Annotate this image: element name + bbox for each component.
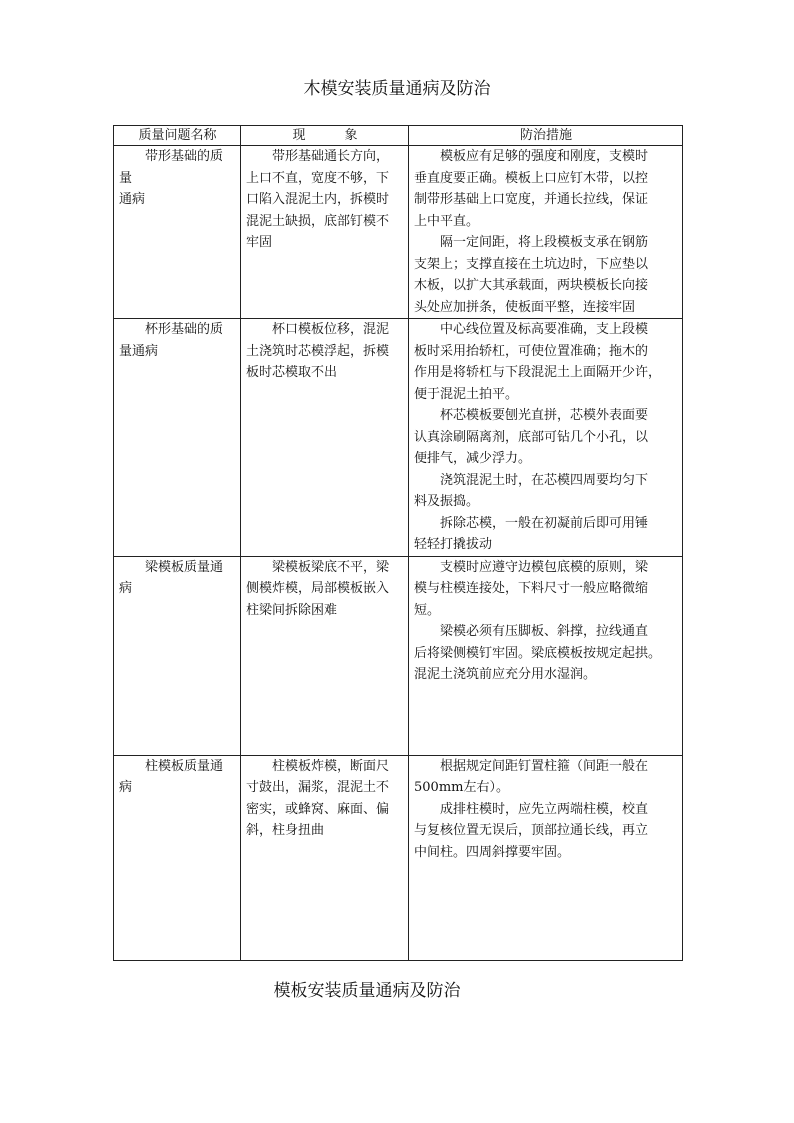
- text-line: 杯芯模板要刨光直拼，芯模外表面要: [440, 408, 649, 423]
- section-title: 模板安装质量通病及防治: [273, 981, 461, 1001]
- text-line: 梁模必须有压脚板、斜撑，拉线通直: [440, 624, 649, 639]
- text-line: 拆除芯模，一般在初凝前后即可用锤: [440, 515, 649, 531]
- text-line: 通病: [119, 192, 146, 207]
- table-row: [114, 755, 683, 960]
- cell-measures: [409, 556, 683, 755]
- text-line: 梁模板质量通: [145, 559, 224, 575]
- text-line: 寸鼓出，漏浆，混泥土不: [246, 780, 390, 795]
- text-line: 垂直度要正确。模板上口应钉木带，以控: [414, 170, 649, 186]
- text-line: 牢固: [246, 235, 273, 250]
- text-line: 密实，或蜂窝、麻面、偏: [246, 801, 390, 817]
- text-line: 柱模板炸模，断面尺: [272, 758, 390, 774]
- text-line: 中间柱。四周斜撑要牢固。: [414, 844, 571, 860]
- text-line: 上口不直，宽度不够，下: [246, 170, 390, 186]
- text-line: 梁模板梁底不平，梁: [272, 559, 390, 575]
- text-line: 头处应加拼条，使板面平整，连接牢固: [414, 299, 636, 315]
- text-line: 病: [119, 780, 133, 795]
- table-row: [114, 146, 683, 319]
- text-line: 量通病: [119, 343, 159, 359]
- header-phenomenon: 现 象: [241, 126, 409, 146]
- text-line: 土浇筑时芯模浮起，拆模: [246, 343, 390, 359]
- table-row: [114, 556, 683, 755]
- text-line: 柱梁间拆除困难: [246, 602, 338, 618]
- text-line: 浇筑混泥土时，在芯模四周要均匀下: [440, 472, 649, 488]
- text-line: 口陷入混泥土内，拆模时: [246, 192, 390, 207]
- text-line: 根据规定间距钉置柱箍（间距一般在: [440, 758, 649, 774]
- cell-name: [114, 755, 241, 960]
- cell-phenomenon: [241, 319, 409, 557]
- text-line: 混泥土缺损，底部钉模不: [246, 213, 390, 229]
- text-line: 模与柱模连接处，下料尺寸一般应略微缩: [414, 581, 649, 596]
- text-line: 杯形基础的质: [145, 322, 224, 337]
- text-line: 混泥土浇筑前应充分用水湿润。: [414, 667, 597, 682]
- text-line: 上中平直。: [414, 213, 480, 229]
- text-line: 板时芯模取不出: [246, 365, 338, 380]
- text-line: 模板应有足够的强度和刚度，支模时: [440, 149, 649, 164]
- text-line: 料及振捣。: [414, 494, 480, 509]
- text-line: 便于混泥土拍平。: [414, 386, 519, 402]
- text-line: 支架上；支撑直接在土坑边时，下应垫以: [414, 256, 649, 272]
- text-line: 后将梁侧模钉牢固。梁底模板按规定起拱。: [414, 645, 662, 661]
- text-line: 侧模炸模，局部模板嵌入: [246, 581, 390, 596]
- header-measures: 防治措施: [409, 126, 683, 146]
- text-line: 带形基础通长方向，: [272, 149, 390, 164]
- text-line: 板时采用抬轿杠，可使位置准确；拖木的: [414, 343, 649, 359]
- text-line: 轻轻打撬拔动: [414, 537, 493, 552]
- text-line: 制带形基础上口宽度，并通长拉线，保证: [414, 192, 649, 207]
- cell-name: [114, 319, 241, 557]
- header-name: 质量问题名称: [114, 126, 241, 146]
- table-row: [114, 319, 683, 557]
- text-line: 成排柱模时，应先立两端柱模，校直: [440, 801, 649, 817]
- text-line: 斜，柱身扭曲: [246, 823, 325, 838]
- table-header-row: [114, 126, 683, 146]
- text-line: 便排气，减少浮力。: [414, 451, 532, 466]
- text-line: 中心线位置及标高要准确，支上段模: [440, 322, 649, 337]
- cell-name: [114, 556, 241, 755]
- text-line: 带形基础的质: [145, 149, 224, 164]
- cell-measures: [409, 146, 683, 319]
- text-line: 与复核位置无误后，顶部拉通长线，再立: [414, 823, 649, 838]
- quality-defects-table: [113, 125, 683, 961]
- text-line: 木板，以扩大其承载面，两块模板长向接: [414, 278, 649, 293]
- text-line: 量: [119, 170, 133, 186]
- document-title: 木模安装质量通病及防治: [303, 79, 491, 99]
- text-line: 杯口模板位移，混泥: [272, 322, 390, 337]
- text-line: 病: [119, 581, 133, 596]
- cell-measures: [409, 319, 683, 557]
- text-line: 支模时应遵守边模包底模的原则，梁: [440, 559, 649, 575]
- cell-name: [114, 146, 241, 319]
- text-line: 柱模板质量通: [145, 758, 224, 774]
- text-line: 短。: [414, 602, 441, 618]
- text-line: 认真涂刷隔离剂，底部可钻几个小孔，以: [414, 429, 649, 445]
- text-line: 作用是将轿杠与下段混泥土上面隔开少许，: [414, 365, 662, 380]
- cell-measures: [409, 755, 683, 960]
- cell-phenomenon: [241, 146, 409, 319]
- text-line: 500mm左右）。: [414, 780, 509, 795]
- cell-phenomenon: [241, 755, 409, 960]
- cell-phenomenon: [241, 556, 409, 755]
- text-line: 隔一定间距，将上段模板支承在钢筋: [440, 235, 649, 250]
